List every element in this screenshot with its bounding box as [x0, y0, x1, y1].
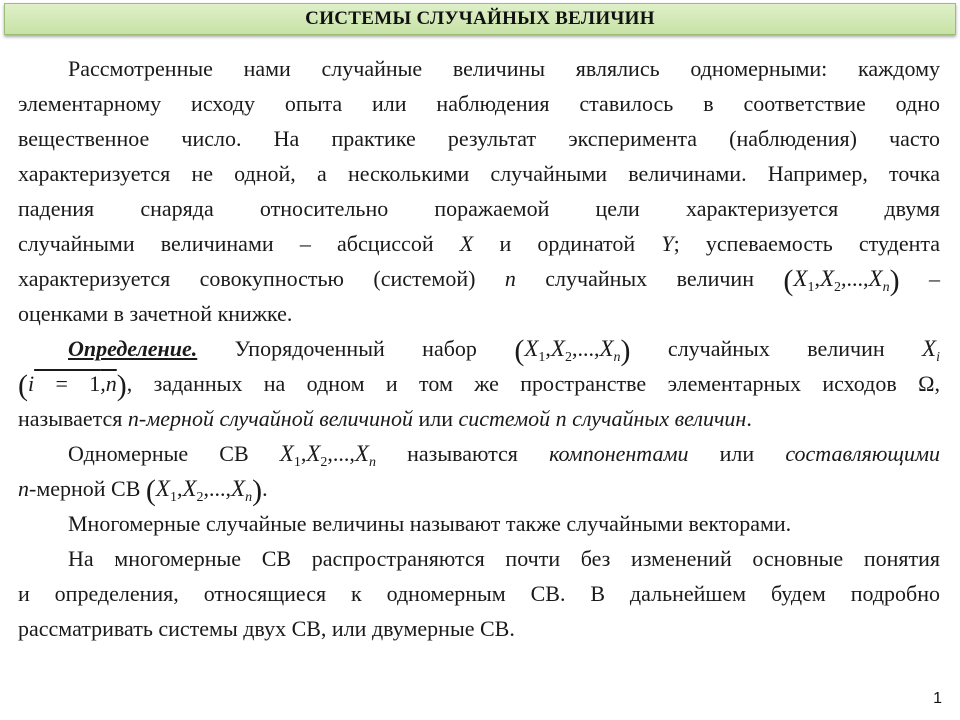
- paren: (: [145, 474, 156, 507]
- math-x: X: [155, 476, 170, 501]
- math-x: X: [279, 441, 294, 466]
- subscript: 1: [538, 350, 546, 365]
- math-x: X: [524, 336, 539, 361]
- subscript: 2: [320, 455, 328, 470]
- var-x: X: [459, 231, 474, 256]
- subscript: n: [613, 350, 621, 365]
- final-line-1: На многомерные СВ распространяются почти без изменений основные понятия: [68, 546, 940, 571]
- subscript: n: [245, 490, 253, 505]
- page-number: 1: [933, 690, 942, 707]
- math-dots: ,...,: [327, 441, 355, 466]
- text-span: и ординатой: [473, 231, 662, 256]
- definition-paragraph: [18, 331, 940, 436]
- intro-line-5: падения снаряда относительно поражаемой цели характеризуется двумя: [18, 196, 940, 221]
- math-x: X: [793, 266, 808, 291]
- omega-symbol: Ω: [918, 371, 935, 396]
- text-span: случайных величин: [630, 336, 923, 361]
- subscript: 2: [196, 490, 204, 505]
- subscript: 2: [564, 350, 572, 365]
- text-span: –: [899, 266, 940, 291]
- definition-line-1: [18, 331, 940, 366]
- intro-line-2: элементарному исходу опыта или наблюдения ставилось в соответствие одно: [18, 91, 940, 116]
- math-dots: ,...,: [571, 336, 600, 361]
- definition-label: Определение.: [68, 336, 198, 361]
- math-x: X: [599, 336, 614, 361]
- math-comma: ,: [545, 336, 551, 361]
- final-paragraph: [18, 541, 940, 646]
- intro-paragraph: [18, 51, 940, 331]
- subscript: n: [882, 280, 890, 295]
- subscript: 1: [293, 455, 301, 470]
- var-n: n: [18, 476, 29, 501]
- subscript: i: [936, 350, 940, 365]
- intro-line-7: [18, 261, 940, 296]
- text-span: или: [688, 441, 786, 466]
- text-span: .: [746, 406, 752, 431]
- text-span: называются: [375, 441, 550, 466]
- term-constituents: составляющими: [785, 441, 940, 466]
- math-x: X: [868, 266, 883, 291]
- text-span: ; успеваемость студента: [673, 231, 941, 256]
- paren: (: [18, 369, 28, 402]
- math-comma: ,: [814, 266, 820, 291]
- var-n: n: [504, 266, 516, 291]
- intro-line-8: оценками в зачетной книжке.: [18, 301, 293, 326]
- vector-formula: [514, 334, 631, 367]
- subscript: 2: [834, 280, 842, 295]
- text-span: случайными величинами – абсциссой: [18, 231, 460, 256]
- text-span: или: [412, 406, 459, 431]
- definition-line-3: [18, 401, 940, 436]
- slide-body: [18, 51, 940, 646]
- math-x: X: [550, 336, 565, 361]
- intro-line-1: Рассмотренные нами случайные величины являлись одномерными: каждому: [68, 56, 940, 81]
- text-span: Упорядоченный набор: [197, 336, 515, 361]
- paren: ): [252, 474, 263, 507]
- vector-formula: [145, 474, 263, 507]
- math-range: = 1: [34, 371, 101, 396]
- definition-line-2: [18, 366, 940, 401]
- math-x: X: [922, 336, 937, 361]
- paren: (: [783, 264, 794, 297]
- text-span: случайных величин: [515, 266, 784, 291]
- components-line-1: [18, 436, 940, 471]
- subscript: 1: [807, 280, 815, 295]
- slide-title-bar: [4, 3, 956, 35]
- index-range-formula: [18, 369, 127, 402]
- math-x: X: [819, 266, 835, 291]
- text-span: .: [262, 476, 268, 501]
- text-span: характеризуется совокупностью (системой): [18, 266, 505, 291]
- math-comma: ,: [176, 476, 183, 501]
- paren: ): [889, 264, 900, 297]
- paren: ): [620, 334, 631, 367]
- math-x: X: [182, 476, 197, 501]
- intro-line-3: вещественное число. На практике результат эксперимента (наблюдения) часто: [18, 126, 940, 151]
- math-x: X: [354, 441, 369, 466]
- math-dots: ,...,: [841, 266, 869, 291]
- math-dots: ,...,: [203, 476, 232, 501]
- text-span: -мерной СВ: [29, 476, 146, 501]
- var-y: Y: [661, 231, 674, 256]
- slide-title: СИСТЕМЫ СЛУЧАЙНЫХ ВЕЛИЧИН: [305, 8, 655, 29]
- final-line-2: и определения, относящиеся к одномерным СВ. В дальнейшем будем подробно: [18, 581, 940, 606]
- text-span: называется: [18, 406, 128, 431]
- math-range: ,n: [100, 371, 117, 396]
- paren: ): [116, 369, 127, 402]
- term-n-dim: n-мерной случайной величиной: [127, 406, 413, 431]
- intro-line-4: характеризуется не одной, а несколькими случайными величинами. Например, точка: [18, 161, 940, 186]
- components-line-2: [18, 471, 940, 506]
- math-comma: ,: [300, 441, 307, 466]
- text-span: Одномерные СВ: [68, 441, 280, 466]
- final-line-3: рассматривать системы двух СВ, или двумерные СВ.: [18, 616, 515, 641]
- components-paragraph: [18, 436, 940, 506]
- subscript: n: [368, 455, 376, 470]
- term-components: компонентами: [549, 441, 689, 466]
- math-x: X: [231, 476, 246, 501]
- math-x: X: [306, 441, 321, 466]
- text-span: , заданных на одном и том же пространстве элементарных исходов: [126, 371, 919, 396]
- math-i: i: [28, 371, 35, 396]
- paren: (: [514, 334, 525, 367]
- components-formula: [279, 441, 376, 470]
- term-system: системой n случайных величин: [458, 406, 747, 431]
- text-span: ,: [934, 371, 940, 396]
- subscript: 1: [169, 490, 177, 505]
- vector-formula: [783, 264, 900, 297]
- intro-line-6: [18, 226, 940, 261]
- vectors-paragraph: Многомерные случайные величины называют также случайными векторами.: [68, 511, 792, 536]
